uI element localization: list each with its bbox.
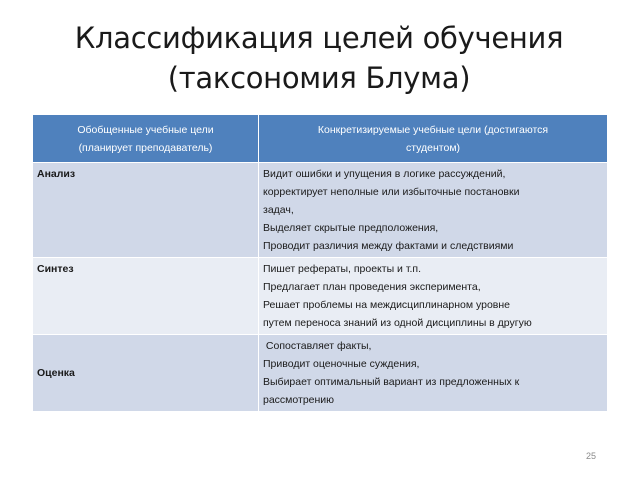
description-line: путем переноса знаний из одной дисциплины в другую bbox=[263, 317, 532, 329]
description-line: Предлагает план проведения эксперимента, bbox=[263, 281, 481, 293]
row-description bbox=[259, 335, 608, 412]
header-specific-goals-line2: студентом) bbox=[405, 141, 461, 154]
table-row bbox=[33, 335, 608, 412]
description-line: корректирует неполные или избыточные постановки bbox=[263, 186, 520, 198]
description-line: Выбирает оптимальный вариант из предложенных к bbox=[263, 376, 520, 388]
description-line: Пишет рефераты, проекты и т.п. bbox=[263, 263, 421, 275]
slide-title-line2: (таксономия Блума) bbox=[167, 61, 471, 95]
slide-title bbox=[0, 18, 638, 98]
header-general-goals-line1: Обобщенные учебные цели bbox=[77, 123, 214, 136]
description-line: Проводит различия между фактами и следствиями bbox=[263, 240, 514, 252]
header-specific-goals-line1: Конкретизируемые учебные цели (достигаются bbox=[317, 123, 549, 136]
row-name-synthesis: Синтез bbox=[33, 258, 259, 335]
taxonomy-table bbox=[32, 114, 608, 412]
description-line: Сопоставляет факты, bbox=[263, 340, 372, 352]
description-line: Выделяет скрытые предположения, bbox=[263, 222, 439, 234]
description-line: рассмотрению bbox=[263, 394, 335, 406]
description-line: Решает проблемы на междисциплинарном уровне bbox=[263, 299, 511, 311]
table-header-row bbox=[33, 115, 608, 163]
header-general-goals bbox=[33, 115, 259, 163]
description-line: задач, bbox=[263, 204, 294, 216]
header-general-goals-line2: (планирует преподаватель) bbox=[78, 141, 213, 154]
row-description bbox=[259, 258, 608, 335]
description-line: Видит ошибки и упущения в логике рассуждений, bbox=[263, 168, 506, 180]
row-name-evaluation: Оценка bbox=[33, 335, 259, 412]
row-description bbox=[259, 163, 608, 258]
page-number: 25 bbox=[586, 451, 597, 461]
description-line: Приводит оценочные суждения, bbox=[263, 358, 420, 370]
table-row bbox=[33, 163, 608, 258]
table-row bbox=[33, 258, 608, 335]
row-name-analysis: Анализ bbox=[33, 163, 259, 258]
slide-title-line1: Классификация целей обучения bbox=[74, 21, 564, 55]
header-specific-goals bbox=[259, 115, 608, 163]
